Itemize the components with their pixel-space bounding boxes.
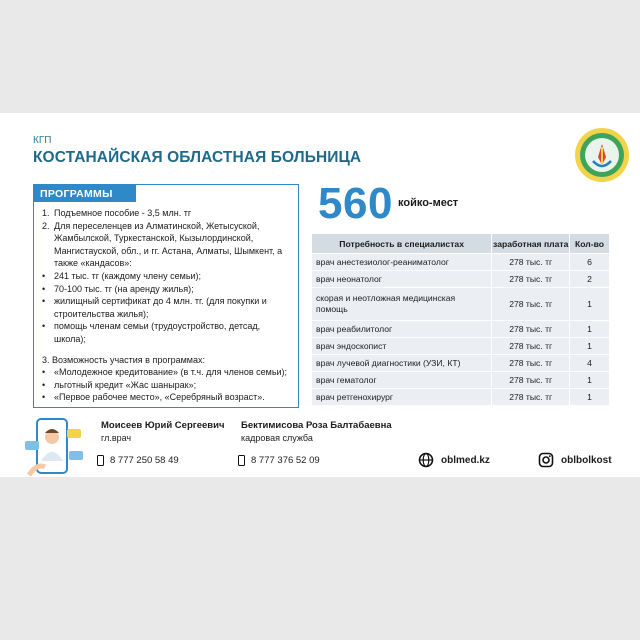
table-row: врач гематолог 278 тыс. тг 1 (312, 372, 610, 389)
contact-name: Бектимисова Роза Балтабаевна (241, 420, 392, 431)
table-row: врач эндоскопист 278 тыс. тг 1 (312, 338, 610, 355)
programs-list (42, 207, 292, 404)
beds-label: койко-мест (398, 197, 459, 209)
contact-hr (241, 420, 392, 443)
hospital-name: КОСТАНАЙСКАЯ ОБЛАСТНАЯ БОЛЬНИЦА (33, 149, 362, 166)
doctor-phone-illustration-icon (23, 415, 89, 477)
program-item: 2. Для переселенцев из Алматинской, Жетысуской, Жамбылской, Туркестанской, Кызылординской, Мангистауской, обл., и гг. Астана, Алматы, Шымкент, а также «кандасов»: (42, 220, 283, 269)
globe-icon (418, 452, 434, 468)
contact-phone-1[interactable]: 8 777 250 58 49 (97, 455, 179, 466)
program-item: • 70-100 тыс. тг (на аренду жилья); (42, 283, 194, 294)
contact-chief-doctor (101, 420, 224, 443)
program-item: 3. Возможность участия в программах: (42, 354, 205, 365)
phone-icon (97, 455, 104, 466)
table-header-row (312, 234, 610, 254)
hospital-emblem-icon (574, 127, 630, 183)
col-count: Кол-во (570, 234, 610, 254)
table-row: врач ретгенохирург 278 тыс. тг 1 (312, 389, 610, 406)
program-item: • льготный кредит «Жас шанырак»; (42, 379, 197, 390)
instagram-link[interactable]: oblbolkost (538, 452, 612, 468)
instagram-icon (538, 452, 554, 468)
programs-box (33, 184, 299, 408)
phone-icon (238, 455, 245, 466)
program-item: • «Молодежное кредитование» (в т.ч. для членов семьи); (42, 367, 288, 378)
table-row: врач неонатолог 278 тыс. тг 2 (312, 271, 610, 288)
program-item: • помощь членам семьи (трудоустройство, детсад, школа); (42, 321, 261, 344)
program-item: • «Первое рабочее место», «Серебряный возраст». (42, 392, 265, 403)
program-item: • жилищный сертификат до 4 млн. тг. (для покупки и строительства жилья); (42, 296, 267, 319)
contact-role: гл.врач (101, 433, 132, 443)
table-row: врач лучевой диагностики (УЗИ, КТ) 278 тыс. тг 4 (312, 355, 610, 372)
info-card (0, 113, 640, 477)
contact-phone-2[interactable]: 8 777 376 52 09 (238, 455, 320, 466)
col-position: Потребность в специалистах (312, 234, 492, 254)
specialists-table (311, 233, 610, 406)
table-row: врач реабилитолог 278 тыс. тг 1 (312, 321, 610, 338)
org-type: КГП (33, 135, 52, 146)
contact-role: кадровая служба (241, 433, 313, 443)
program-item: • 241 тыс. тг (каждому члену семьи); (42, 270, 202, 281)
col-salary: заработная плата (492, 234, 570, 254)
website-link[interactable]: oblmed.kz (418, 452, 490, 468)
programs-title: ПРОГРАММЫ (34, 185, 136, 202)
beds-count: 560 (318, 179, 393, 228)
table-row: врач анестезиолог-реаниматолог 278 тыс. тг 6 (312, 254, 610, 271)
contact-name: Моисеев Юрий Сергеевич (101, 420, 225, 431)
table-row: скорая и неотложная медицинская помощь 278 тыс. тг 1 (312, 288, 610, 321)
program-item: 1. Подъемное пособие - 3,5 млн. тг (42, 208, 192, 218)
